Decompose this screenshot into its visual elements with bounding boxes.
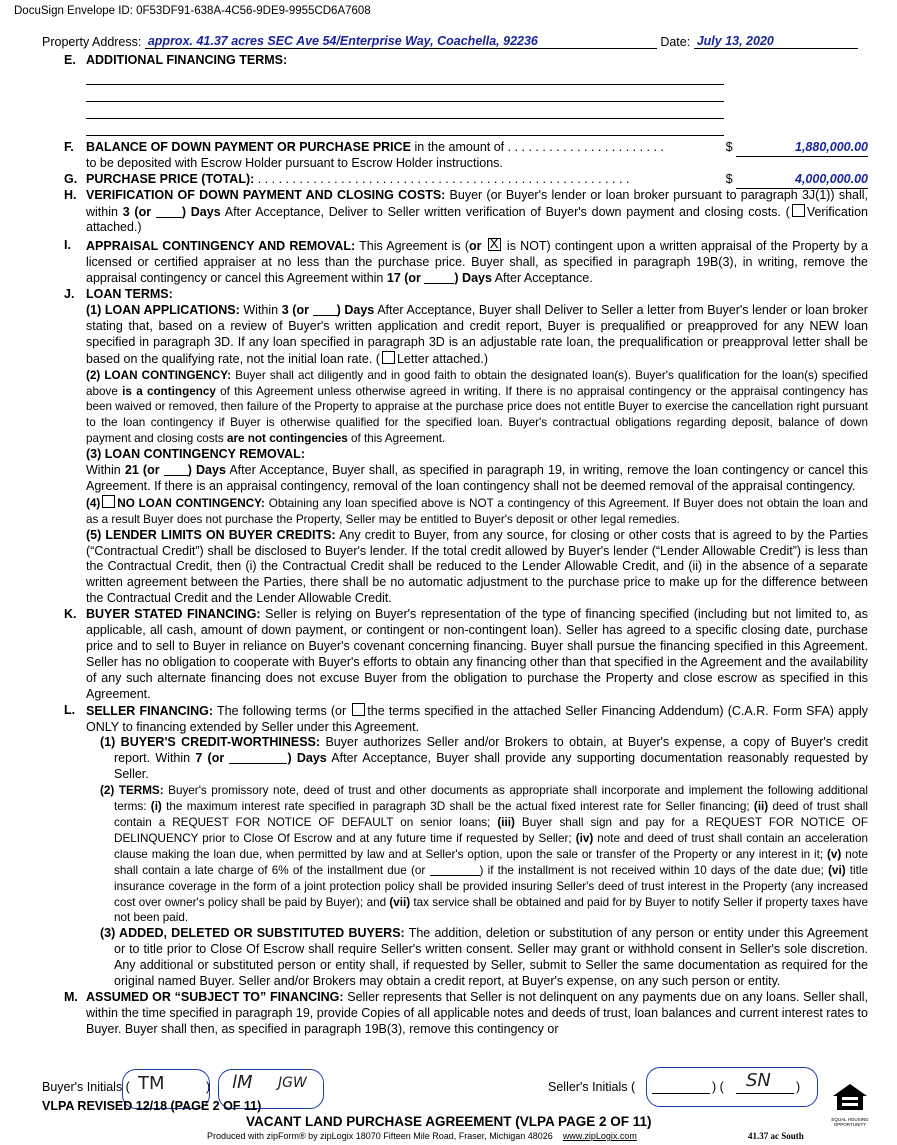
section-k: K. BUYER STATED FINANCING: Seller is relying on Buyer's representation of the type of financing specified (including but not limited to, as applicable, all cash, amount of down payment, or contingent or non-contingent loan). Seller has agreed to a specific closing date, purchase price and to sell to Buyer in reliance on Buyer's covenant concerning financing. Buyer shall pursue the financing specified in this Agreement. Seller has no obligation to cooperate with Buyer's efforts to obtain any financing other than that specified in the Agreement and the availability of any such alternate financing does not excuse Buyer from the obligation to purchase the Property and close escrow as specified in this Agreement. bbox=[64, 607, 868, 701]
section-g-title: PURCHASE PRICE (TOTAL): bbox=[86, 171, 255, 186]
lender-limits: (5) LENDER LIMITS ON BUYER CREDITS: Any credit to Buyer, from any source, for closing or other costs that is agreed to by the Parties (“Contractual Credit”) shall be disclosed to Buyer's lender. If the total credit allowed by Buyer's lender (“Lender Allowable Credit”) is less than the Contractual Credit, then (i) the Contractual Credit shall be reduced to the Lender Allowable Credit, and (ii) in the absence of a separate written agreement between the Parties, there shall be no automatic adjustment to the purchase price to make up for the difference between the Contractual Credit and the Lender Allowable Credit. bbox=[86, 527, 868, 606]
envelope-id: DocuSign Envelope ID: 0F53DF91-638A-4C56-9DE9-9955CD6A7608 bbox=[14, 5, 371, 17]
page-title: VACANT LAND PURCHASE AGREEMENT (VLPA PAGE 2 OF 11) bbox=[246, 1114, 652, 1129]
section-e-title: ADDITIONAL FINANCING TERMS: bbox=[86, 53, 288, 67]
verification-attached-checkbox[interactable] bbox=[792, 204, 805, 217]
equal-housing-icon bbox=[831, 1082, 869, 1112]
loan-contingency: (2) LOAN CONTINGENCY: Buyer shall act diligently and in good faith to obtain the designated loan(s). Buyer's qualification for the loan(s) specified above is a contingency of this Agreement unless otherwise agreed in writing. If there is no appraisal contingency or the appraisal contingency has been waived or removed, then failure of the Property to appraise at the purchase price does not entitle Buyer to exercise the cancellation right pursuant to the loan contingency if Buyer is otherwise qualified for the specified loan. Buyer's contractual obligations regarding deposit, balance of down payment and closing costs are not contingencies of this Agreement. bbox=[86, 368, 869, 446]
loan-applications: (1) LOAN APPLICATIONS: Within 3 (or ) Days After Acceptance, Buyer shall Deliver to Seller a letter from Buyer's lender or loan broker stating that, based on a review of Buyer's written application and credit report, Buyer is prequalified or preapproved for any NEW loan specified in paragraph 3D. If any loan specified in paragraph 3D is an adjustable rate loan, the prequalification or preapproval letter shall be based on the qualifying rate, not the initial loan rate. ( Letter attached.) bbox=[86, 302, 868, 366]
section-f-text: to be deposited with Escrow Holder pursuant to Escrow Holder instructions. bbox=[86, 155, 503, 170]
added-buyers: (3) ADDED, DELETED OR SUBSTITUTED BUYERS: The addition, deletion or substitution of any person or entity under this Agreement or to title prior to Close Of Escrow shall require Seller's written consent. Seller may grant or withhold consent in Seller's sole discretion. Any additional or substituted person or entity shall, if requested by Seller, submit to Seller the same documentation as required for the original named Buyer. Seller and/or Brokers may obtain a credit report, at Buyer's expense, on any such person or entity. bbox=[100, 926, 868, 989]
property-address-label: Property Address: bbox=[42, 35, 142, 49]
loan-contingency-removal: (3) LOAN CONTINGENCY REMOVAL: Within 21 (or ) Days After Acceptance, Buyer shall, as specified in paragraph 19, in writing, remove the loan contingency or cancel this Agreement. If there is an appraisal contingency, removal of the loan contingency shall not be deemed removal of the appraisal contingency. bbox=[86, 447, 868, 493]
seller-initial-box[interactable] bbox=[646, 1067, 818, 1107]
appraisal-days-field[interactable] bbox=[424, 272, 454, 284]
form-revision: VLPA REVISED 12/18 (PAGE 2 OF 11) bbox=[42, 1099, 262, 1113]
no-loan-contingency-checkbox[interactable] bbox=[102, 495, 115, 508]
credit-worthiness: (1) BUYER'S CREDIT-WORTHINESS: Buyer authorizes Seller and/or Brokers to obtain, at Buyer's expense, a copy of Buyer's credit report. Within 7 (or ) Days After Acceptance, Buyer shall provide any supporting documentation reasonably requested by Seller. bbox=[100, 735, 869, 782]
file-name: 41.37 ac South bbox=[748, 1131, 804, 1141]
ziplogix-link[interactable]: www.zipLogix.com bbox=[562, 1131, 637, 1141]
appraisal-not-contingent-checkbox[interactable] bbox=[488, 238, 501, 251]
section-g: G. PURCHASE PRICE (TOTAL): . . . . . . . . . . . . . . . . . . . . . . . . . . . . . . . . . . . . . . . . . . . . . . . . . . . . . . $ 4,000,000.00 bbox=[64, 172, 868, 188]
section-i: I. APPRAISAL CONTINGENCY AND REMOVAL: This Agreement is (or X is NOT) contingent upon a written appraisal of the Property by a licensed or certified appraiser at no less than the purchase price. Buyer shall, as specified in paragraph 19B(3), in writing, remove the appraisal contingency or cancel this Agreement within 17 (or ) Days After Acceptance. bbox=[64, 238, 868, 287]
property-address-field[interactable]: approx. 41.37 acres SEC Ave 54/Enterprise Way, Coachella, 92236 bbox=[145, 34, 657, 49]
document-body bbox=[64, 53, 868, 1038]
section-e: E. ADDITIONAL FINANCING TERMS: bbox=[64, 53, 288, 67]
credit-docs-days-field[interactable] bbox=[229, 752, 287, 764]
seller-initial: SN bbox=[746, 1070, 771, 1091]
seller-initials-label: Seller's Initials ( bbox=[548, 1080, 636, 1094]
equal-housing-logo: EQUAL HOUSING OPPORTUNITY bbox=[830, 1082, 870, 1127]
property-address-row bbox=[42, 34, 868, 49]
loan-contingency-days-field[interactable] bbox=[164, 464, 188, 476]
section-l: L. SELLER FINANCING: The following terms (or the terms specified in the attached Seller Financing Addendum) (C.A.R. Form SFA) apply ONLY to financing extended by Seller under this Agreement. (1) BUYER'S CREDIT-WORTHINESS: Buyer authorizes Seller and/or Brokers to obtain, at Buyer's expense, a copy of Buyer's credit report. Within 7 (or ) Days After Acceptance, Buyer shall provide any supporting documentation reasonably requested by Seller. (2) TERMS: Buyer's promissory note, deed of trust and other documents as appropriate shall incorporate and implement the following additional terms: (i) the maximum interest rate specified in paragraph 3D shall be the actual fixed interest rate for Seller financing; (ii) deed of trust shall contain a REQUEST FOR NOTICE OF DEFAULT on senior loans; (iii) Buyer shall sign and pay for a REQUEST FOR NOTICE OF DELINQUENCY prior to Close Of Escrow and at any future time if requested by Seller; (iv) note and deed of trust shall contain an acceleration clause making the loan due, when permitted by law and at Seller's option, upon the sale or transfer of the Property or any interest in it; (v) note shall contain a late charge of 6% of the installment due (or ) if the installment is not received within 10 days of the date due; (vi) title insurance coverage in the form of a joint protection policy shall be provided insuring Seller's deed of trust interest in the Property (any increased cost over owner's policy shall be paid by Buyer); and (vii) tax service shall be obtained and paid for by Buyer to notify Seller if property taxes have not been paid. (3) ADDED, DELETED OR SUBSTITUTED BUYERS: The addition, deletion or substitution of any person or entity under this Agreement or to title prior to Close Of Escrow shall require Seller's written consent. Seller may grant or withhold consent in Seller's sole discretion. Any additional or substituted person or entity shall, if requested by Seller, submit to Seller the same documentation as required for the original named Buyer. Seller and/or Brokers may obtain a credit report, at Buyer's expense, on any such person or entity. bbox=[64, 702, 869, 989]
buyer-initial-2: lM bbox=[232, 1072, 253, 1093]
buyer-initials-label: Buyer's Initials ( bbox=[42, 1080, 130, 1094]
section-f-title: BALANCE OF DOWN PAYMENT OR PURCHASE PRICE bbox=[86, 139, 412, 154]
no-loan-contingency: (4) NO LOAN CONTINGENCY: Obtaining any loan specified above is NOT a contingency of this Agreement. If Buyer does not obtain the loan and as a result Buyer does not purchase the Property, Seller may be entitled to Buyer's deposit or other legal remedies. bbox=[86, 496, 868, 526]
late-charge-field[interactable] bbox=[430, 864, 480, 876]
section-f: F. BALANCE OF DOWN PAYMENT OR PURCHASE PRICE in the amount of . . . . . . . . . . . . . . . . . . . . . . . $ 1,880,000.00 to be deposited with Escrow Holder pursuant to Escrow Holder instructions. bbox=[64, 139, 868, 170]
date-label: Date: bbox=[660, 35, 691, 49]
section-j: J. LOAN TERMS: (1) LOAN APPLICATIONS: Within 3 (or ) Days After Acceptance, Buyer shall Deliver to Seller a letter from Buyer's lender or loan broker stating that, based on a review of Buyer's written application and credit report, Buyer is prequalified or preapproved for any NEW loan specified in paragraph 3D. If any loan specified in paragraph 3D is an adjustable rate loan, the prequalification or preapproval letter shall be based on the qualifying rate, not the initial loan rate. ( Letter attached.) (2) LOAN CONTINGENCY: Buyer shall act diligently and in good faith to obtain the designated loan(s). Buyer's qualification for the loan(s) specified above is a contingency of this Agreement unless otherwise agreed in writing. If there is no appraisal contingency or the appraisal contingency has been waived or removed, then failure of the Property to appraise at the purchase price does not entitle Buyer to exercise the cancellation right pursuant to the loan contingency if Buyer is otherwise qualified for the specified loan. Buyer's contractual obligations regarding deposit, balance of down payment and closing costs are not contingencies of this Agreement. (3) LOAN CONTINGENCY REMOVAL: Within 21 (or ) Days After Acceptance, Buyer shall, as specified in paragraph 19, in writing, remove the loan contingency or cancel this Agreement. If there is an appraisal contingency, removal of the loan contingency shall not be deemed removal of the appraisal contingency. (4) NO LOAN CONTINGENCY: Obtaining any loan specified above is NOT a contingency of this Agreement. If Buyer does not obtain the loan and as a result Buyer does not purchase the Property, Seller may be entitled to Buyer's deposit or other legal remedies. (5) LENDER LIMITS ON BUYER CREDITS: Any credit to Buyer, from any source, for closing or other costs that is agreed to by the Parties (“Contractual Credit”) shall be disclosed to Buyer's lender. If the total credit allowed by Buyer's lender (“Lender Allowable Credit”) is less than the Contractual Credit, then (i) the Contractual Credit shall be reduced to the Lender Allowable Credit, and (ii) in the absence of a separate written agreement between the Parties, there shall be no automatic adjustment to the purchase price to make up for the difference between the Contractual Credit and the Lender Allowable Credit. bbox=[64, 287, 869, 606]
buyer-initial-1: TM bbox=[138, 1073, 165, 1094]
date-field[interactable]: July 13, 2020 bbox=[694, 34, 858, 49]
purchase-price-amount[interactable]: 4,000,000.00 bbox=[736, 172, 868, 189]
down-payment-balance-amount[interactable]: 1,880,000.00 bbox=[736, 140, 868, 157]
page-footer: Buyer's Initials ( TM ) lM JGW Seller's Initials ( ) ( ) SN VLPA REVISED 12/18 (PAGE 2 OF 11) VACANT LAND PURCHASE AGREEMENT (VLPA PAGE 2 OF 11) Produced with zipForm® by zipLogix 18070 Fifteen Mile Road, Fraser, Michigan 48026 www.zipLogix.com 41.37 ac South EQUAL HOUSING OPPORTUNITY bbox=[0, 1072, 897, 1145]
section-m: M. ASSUMED OR “SUBJECT TO” FINANCING: Seller represents that Seller is not delinquent on any payments due on any loans. Seller shall, within the time specified in paragraph 19, provide Copies of all applicable notes and deeds of trust, loan balances and current interest rates to Buyer. Buyer shall then, as specified in paragraph 19B(3), remove this contingency or bbox=[64, 989, 868, 1036]
letter-attached-checkbox[interactable] bbox=[382, 351, 395, 364]
buyer-initial-3: JGW bbox=[278, 1075, 307, 1091]
section-h: H. VERIFICATION OF DOWN PAYMENT AND CLOSING COSTS: Buyer (or Buyer's lender or loan broker pursuant to paragraph 3J(1)) shall, within 3 (or ) Days After Acceptance, Deliver to Seller written verification of Buyer's down payment and closing costs. ( Verification attached.) bbox=[64, 187, 868, 235]
loan-application-days-field[interactable] bbox=[313, 304, 337, 316]
verification-days-field[interactable] bbox=[156, 206, 182, 218]
producer-line: Produced with zipForm® by zipLogix 18070 Fifteen Mile Road, Fraser, Michigan 48026 www.zipLogix.com bbox=[207, 1131, 637, 1141]
financing-terms: (2) TERMS: Buyer's promissory note, deed of trust and other documents as appropriate shall incorporate and implement the following additional terms: (i) the maximum interest rate specified in paragraph 3D shall be the actual fixed interest rate for Seller financing; (ii) deed of trust shall contain a REQUEST FOR NOTICE OF DEFAULT on senior loans; (iii) Buyer shall sign and pay for a REQUEST FOR NOTICE OF DELINQUENCY prior to Close Of Escrow and at any future time if requested by Seller; (iv) note and deed of trust shall contain an acceleration clause making the loan due, when permitted by law and at Seller's option, upon the sale or transfer of the Property or any interest in it; (v) note shall contain a late charge of 6% of the installment due (or ) if the installment is not received within 10 days of the date due; (vi) title insurance coverage in the form of a joint protection policy shall be provided insuring Seller's deed of trust interest in the Property (any increased cost over owner's policy shall be paid by Buyer); and (vii) tax service shall be obtained and paid for by Buyer to notify Seller if property taxes have not been paid. bbox=[100, 784, 869, 925]
seller-financing-addendum-checkbox[interactable] bbox=[352, 703, 365, 716]
